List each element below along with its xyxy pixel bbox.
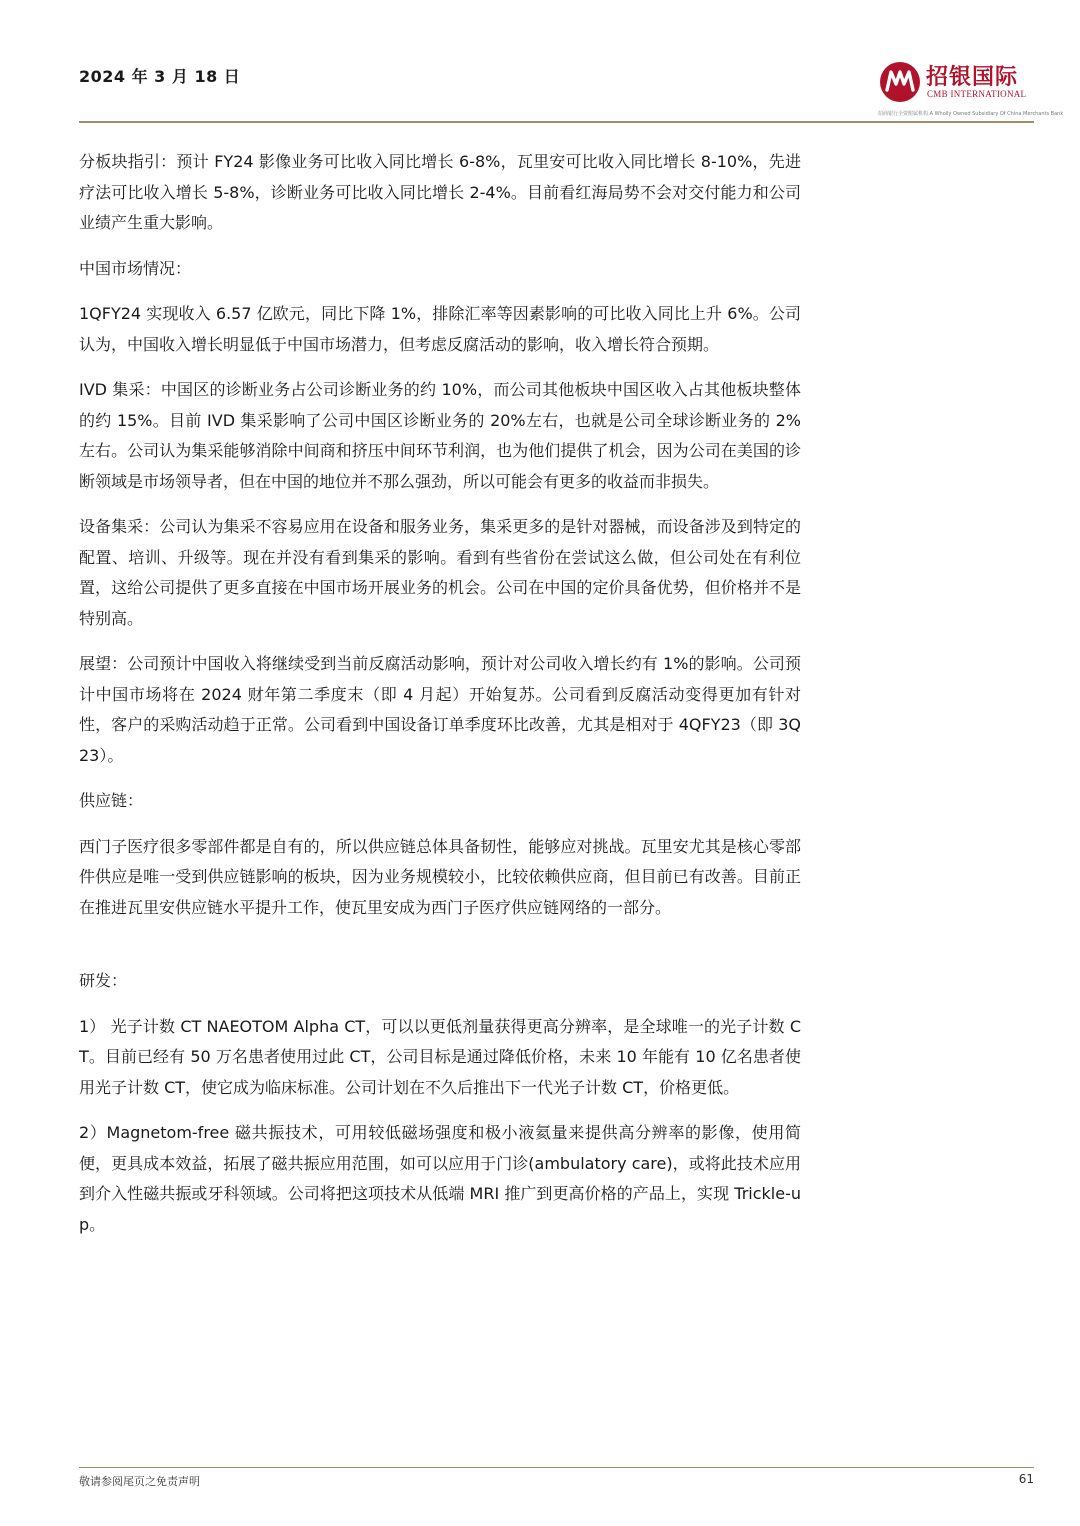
- header-divider: [79, 121, 1034, 123]
- footer-divider: [79, 1467, 1034, 1468]
- paragraph-equipment-procurement: 设备集采：公司认为集采不容易应用在设备和服务业务，集采更多的是针对器械，而设备涉及到特定的配置、培训、升级等。现在并没有看到集采的影响。看到有些省份在尝试这么做，但公司处在有利位置，这给公司提供了更多直接在中国市场开展业务的机会。公司在中国的定价具备优势，但价格并不是特别高。: [79, 517, 801, 628]
- paragraph-china-revenue: 1QFY24 实现收入 6.57 亿欧元，同比下降 1%，排除汇率等因素影响的可比收入同比上升 6%。公司认为，中国收入增长明显低于中国市场潜力，但考虑反腐活动的影响，收入增长符合预期。: [79, 304, 801, 354]
- footer-disclaimer: 敬请参阅尾页之免责声明: [79, 1475, 200, 1488]
- section-heading-supply-chain: 供应链：: [79, 791, 144, 810]
- paragraph-supply-chain: 西门子医疗很多零部件都是自有的，所以供应链总体具备韧性，能够应对挑战。瓦里安尤其是核心零部件供应是唯一受到供应链影响的板块，因为业务规模较小，比较依赖供应商，但目前已有改善。目前正在推进瓦里安供应链水平提升工作，使瓦里安成为西门子医疗供应链网络的一部分。: [79, 836, 801, 917]
- company-logo: [878, 58, 1064, 122]
- paragraph-outlook: 展望：公司预计中国收入将继续受到当前反腐活动影响，预计对公司收入增长约有 1%的影响。公司预计中国市场将在 2024 财年第二季度末（即 4 月起）开始复苏。公司看到反腐活动变得更加有针对性，客户的采购活动趋于正常。公司看到中国设备订单季度环比改善，尤其是相对于 4QFY23（即 3Q23）。: [79, 654, 801, 765]
- header-date: 2024 年 3 月 18 日: [79, 67, 241, 86]
- logo-english-name: CMB INTERNATIONAL: [927, 89, 1027, 99]
- page-number: 61: [1018, 1472, 1034, 1486]
- logo-subtitle: 招商银行全资附属机构 A Wholly Owned Subsidiary Of China Merchants Bank: [878, 111, 1064, 117]
- section-heading-rnd: 研发：: [79, 971, 128, 990]
- cmb-logo-icon: [878, 60, 922, 104]
- paragraph-photon-counting-ct: 1） 光子计数 CT NAEOTOM Alpha CT，可以以更低剂量获得更高分辨率，是全球唯一的光子计数 CT。目前已经有 50 万名患者使用过此 CT，公司目标是通过降低价格，未来 10 年能有 10 亿名患者使用光子计数 CT，使它成为临床标准。公司计划在不久后推出下一代光子计数 CT，价格更低。: [79, 1016, 801, 1097]
- paragraph-ivd-procurement: IVD 集采：中国区的诊断业务占公司诊断业务的约 10%，而公司其他板块中国区收入占其他板块整体的约 15%。目前 IVD 集采影响了公司中国区诊断业务的 20%左右，也就是公司全球诊断业务的 2%左右。公司认为集采能够消除中间商和挤压中间环节利润，也为他们提供了机会，因为公司在美国的诊断领域是市场领导者，但在中国的地位并不那么强劲，所以可能会有更多的收益而非损失。: [79, 380, 801, 491]
- section-heading-china-market: 中国市场情况：: [79, 258, 192, 278]
- logo-chinese-name: 招银国际: [926, 65, 1019, 90]
- paragraph-magnetom-free: 2）Magnetom-free 磁共振技术，可用较低磁场强度和极小液氦量来提供高分辨率的影像，使用简便，更具成本效益，拓展了磁共振应用范围，如可以应用于门诊(ambulatory care)，或将此技术应用到介入性磁共振或牙科领域。公司将把这项技术从低端 MRI 推广到更高价格的产品上，实现 Trickle-up。: [79, 1123, 801, 1234]
- paragraph-segment-guidance: 分板块指引：预计 FY24 影像业务可比收入同比增长 6-8%，瓦里安可比收入同比增长 8-10%，先进疗法可比收入增长 5-8%，诊断业务可比收入同比增长 2-4%。目前看红海局势不会对交付能力和公司业绩产生重大影响。: [79, 152, 801, 232]
- section-spacer: [79, 938, 801, 966]
- report-body: [79, 147, 801, 1255]
